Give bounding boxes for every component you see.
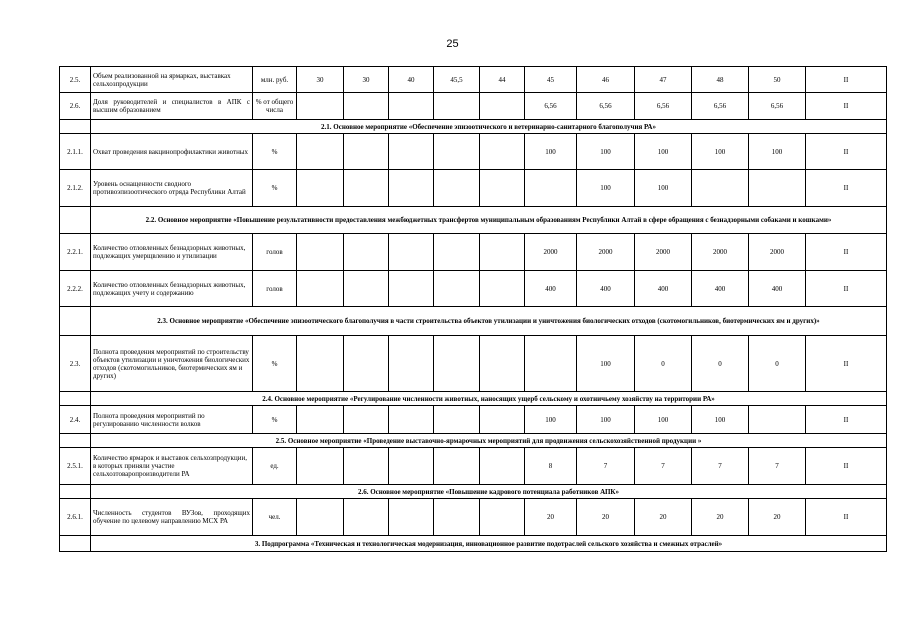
page-number: 25 <box>446 38 459 50</box>
indicator-value <box>297 134 344 170</box>
indicator-value <box>297 271 344 307</box>
indicator-value <box>389 406 434 434</box>
indicator-value <box>434 448 480 485</box>
indicator-value: 6,56 <box>749 93 806 120</box>
indicator-stage: II <box>806 271 887 307</box>
indicator-value: 50 <box>749 67 806 93</box>
indicator-value <box>480 448 525 485</box>
section-title: 2.5. Основное мероприятие «Проведение выставочно-ярмарочных мероприятий для продвижения сельскохозяйственной продукции » <box>91 434 887 448</box>
indicator-value: 44 <box>480 67 525 93</box>
indicator-value: 0 <box>692 336 749 392</box>
indicator-value: 0 <box>749 336 806 392</box>
indicator-value <box>480 336 525 392</box>
indicator-stage: II <box>806 448 887 485</box>
indicator-row <box>60 448 887 485</box>
section-title: 2.6. Основное мероприятие «Повышение кадрового потенциала работников АПК» <box>91 485 887 499</box>
indicator-value <box>525 336 577 392</box>
indicator-value <box>344 134 389 170</box>
indicator-value: 400 <box>692 271 749 307</box>
indicator-value: 100 <box>577 406 635 434</box>
indicator-name: Доля руководителей и специалистов в АПК с высшим образованием <box>91 93 253 120</box>
section-number-cell <box>60 120 91 134</box>
section-number-cell <box>60 392 91 406</box>
indicator-value: 400 <box>635 271 692 307</box>
indicator-number: 2.1.1. <box>60 134 91 170</box>
indicator-unit: ед. <box>253 448 297 485</box>
indicator-value <box>297 406 344 434</box>
indicator-name: Численность студентов ВУЗов, проходящих обучение по целевому направлению МСХ РА <box>91 499 253 536</box>
indicator-row <box>60 170 887 207</box>
indicator-value: 45,5 <box>434 67 480 93</box>
indicator-value: 100 <box>635 134 692 170</box>
indicator-name: Полнота проведения мероприятий по строительству объектов утилизации и уничтожения биологических отходов (скотомогильников, биотермических ям и других) <box>91 336 253 392</box>
indicator-name: Полнота проведения мероприятий по регулированию численности волков <box>91 406 253 434</box>
section-header-row <box>60 536 887 552</box>
indicator-value: 100 <box>577 336 635 392</box>
indicator-name: Объем реализованной на ярмарках, выставках сельхозпродукции <box>91 67 253 93</box>
indicator-value <box>389 271 434 307</box>
indicator-value <box>344 234 389 271</box>
indicator-number: 2.6. <box>60 93 91 120</box>
indicator-value: 30 <box>297 67 344 93</box>
indicator-value: 100 <box>692 134 749 170</box>
indicator-value <box>389 448 434 485</box>
indicator-number: 2.1.2. <box>60 170 91 207</box>
section-title: 3. Подпрограмма «Техническая и технологическая модернизация, инновационное развитие подотраслей сельского хозяйства и смежных отраслей» <box>91 536 887 552</box>
section-header-row <box>60 307 887 336</box>
indicators-table <box>59 66 887 552</box>
indicator-value <box>434 336 480 392</box>
section-number-cell <box>60 307 91 336</box>
indicator-value: 7 <box>635 448 692 485</box>
section-header-row <box>60 392 887 406</box>
indicator-value <box>480 134 525 170</box>
indicator-value <box>389 93 434 120</box>
indicator-value: 20 <box>692 499 749 536</box>
indicator-value <box>297 336 344 392</box>
indicator-value <box>434 93 480 120</box>
indicator-value <box>434 134 480 170</box>
indicator-value: 2000 <box>577 234 635 271</box>
indicator-name: Количество отловленных безнадзорных животных, подлежащих учету и содержанию <box>91 271 253 307</box>
indicator-unit: голов <box>253 271 297 307</box>
indicator-value: 46 <box>577 67 635 93</box>
section-title: 2.1. Основное мероприятие «Обеспечение эпизоотического и ветеринарно-санитарного благополучия РА» <box>91 120 887 134</box>
indicator-value: 400 <box>749 271 806 307</box>
indicator-stage: II <box>806 67 887 93</box>
indicator-value: 8 <box>525 448 577 485</box>
indicator-unit: % от общего числа <box>253 93 297 120</box>
indicator-value: 400 <box>577 271 635 307</box>
indicator-value: 7 <box>577 448 635 485</box>
indicator-value: 100 <box>577 134 635 170</box>
indicator-value: 30 <box>344 67 389 93</box>
indicator-value <box>480 234 525 271</box>
indicator-value: 45 <box>525 67 577 93</box>
indicator-value <box>297 448 344 485</box>
indicator-value: 7 <box>749 448 806 485</box>
section-number-cell <box>60 536 91 552</box>
indicator-value <box>434 406 480 434</box>
indicator-stage: II <box>806 234 887 271</box>
indicator-value <box>297 234 344 271</box>
indicator-value <box>525 170 577 207</box>
indicator-value <box>434 499 480 536</box>
indicator-value <box>480 499 525 536</box>
indicator-row <box>60 67 887 93</box>
indicator-value <box>344 93 389 120</box>
indicator-value: 100 <box>635 170 692 207</box>
indicator-value <box>344 406 389 434</box>
indicator-stage: II <box>806 406 887 434</box>
indicator-value <box>480 93 525 120</box>
indicator-value: 47 <box>635 67 692 93</box>
indicator-value: 2000 <box>635 234 692 271</box>
indicator-value <box>344 336 389 392</box>
indicator-name: Количество ярмарок и выставок сельхозпродукции, в которых приняли участие сельхозтоваропроизводители РА <box>91 448 253 485</box>
indicator-number: 2.5. <box>60 67 91 93</box>
indicator-row <box>60 134 887 170</box>
indicator-value: 0 <box>635 336 692 392</box>
indicator-stage: II <box>806 499 887 536</box>
indicator-value: 2000 <box>525 234 577 271</box>
indicator-value: 6,56 <box>635 93 692 120</box>
indicator-unit: млн. руб. <box>253 67 297 93</box>
indicator-value: 40 <box>389 67 434 93</box>
section-header-row <box>60 434 887 448</box>
section-header-row <box>60 120 887 134</box>
indicator-number: 2.2.1. <box>60 234 91 271</box>
indicator-value <box>297 93 344 120</box>
indicator-number: 2.5.1. <box>60 448 91 485</box>
indicator-value <box>480 170 525 207</box>
indicator-value: 100 <box>525 406 577 434</box>
indicator-stage: II <box>806 336 887 392</box>
section-number-cell <box>60 434 91 448</box>
indicator-value: 6,56 <box>525 93 577 120</box>
indicator-stage: II <box>806 170 887 207</box>
section-number-cell <box>60 207 91 234</box>
indicator-value: 2000 <box>692 234 749 271</box>
indicator-value: 20 <box>577 499 635 536</box>
section-title: 2.3. Основное мероприятие «Обеспечение эпизоотического благополучия в части строительства объектов утилизации и уничтожения биологических отходов (скотомогильников, биотермических ям и других)» <box>91 307 887 336</box>
indicator-row <box>60 406 887 434</box>
section-title: 2.2. Основное мероприятие «Повышение результативности предоставления межбюджетных трансфертов муниципальным образованиям Республики Алтай в сфере обращения с безнадзорными собаками и кошками» <box>91 207 887 234</box>
indicator-name: Охват проведения вакцинопрофилактики животных <box>91 134 253 170</box>
indicator-value <box>297 170 344 207</box>
indicator-value: 100 <box>525 134 577 170</box>
indicator-unit: % <box>253 336 297 392</box>
indicator-value <box>344 499 389 536</box>
indicator-value <box>692 170 749 207</box>
indicator-value: 2000 <box>749 234 806 271</box>
indicator-value <box>344 448 389 485</box>
indicator-value: 6,56 <box>692 93 749 120</box>
indicator-value <box>389 134 434 170</box>
indicator-number: 2.4. <box>60 406 91 434</box>
indicator-value <box>389 170 434 207</box>
indicator-row <box>60 271 887 307</box>
section-number-cell <box>60 485 91 499</box>
indicator-value <box>749 170 806 207</box>
indicator-value <box>434 170 480 207</box>
indicator-value: 20 <box>635 499 692 536</box>
indicator-value <box>480 271 525 307</box>
indicator-value: 20 <box>749 499 806 536</box>
indicator-value: 6,56 <box>577 93 635 120</box>
indicator-stage: II <box>806 93 887 120</box>
indicator-value <box>389 336 434 392</box>
section-title: 2.4. Основное мероприятие «Регулирование численности животных, наносящих ущерб сельскому и охотничьему хозяйству на территории РА» <box>91 392 887 406</box>
indicator-value: 100 <box>749 134 806 170</box>
indicator-stage: II <box>806 134 887 170</box>
indicator-value <box>344 170 389 207</box>
indicator-value <box>749 406 806 434</box>
indicator-value <box>434 234 480 271</box>
indicator-unit: % <box>253 134 297 170</box>
section-header-row <box>60 485 887 499</box>
indicator-unit: % <box>253 170 297 207</box>
section-header-row <box>60 207 887 234</box>
indicator-value: 48 <box>692 67 749 93</box>
indicator-row <box>60 336 887 392</box>
indicator-value <box>389 499 434 536</box>
indicator-unit: % <box>253 406 297 434</box>
indicator-value <box>344 271 389 307</box>
indicator-row <box>60 499 887 536</box>
indicator-value: 20 <box>525 499 577 536</box>
indicator-value: 100 <box>635 406 692 434</box>
table-body <box>60 67 887 552</box>
indicator-value: 400 <box>525 271 577 307</box>
indicator-value <box>297 499 344 536</box>
indicator-number: 2.2.2. <box>60 271 91 307</box>
indicator-number: 2.6.1. <box>60 499 91 536</box>
indicator-value <box>389 234 434 271</box>
indicator-name: Количество отловленных безнадзорных животных, подлежащих умерщвлению и утилизации <box>91 234 253 271</box>
indicator-value <box>480 406 525 434</box>
indicator-unit: чел. <box>253 499 297 536</box>
indicator-value <box>434 271 480 307</box>
indicator-row <box>60 93 887 120</box>
indicator-name: Уровень оснащенности сводного противоэпизоотического отряда Республики Алтай <box>91 170 253 207</box>
indicator-value: 7 <box>692 448 749 485</box>
indicator-unit: голов <box>253 234 297 271</box>
indicator-row <box>60 234 887 271</box>
indicator-value: 100 <box>692 406 749 434</box>
indicator-number: 2.3. <box>60 336 91 392</box>
indicator-value: 100 <box>577 170 635 207</box>
